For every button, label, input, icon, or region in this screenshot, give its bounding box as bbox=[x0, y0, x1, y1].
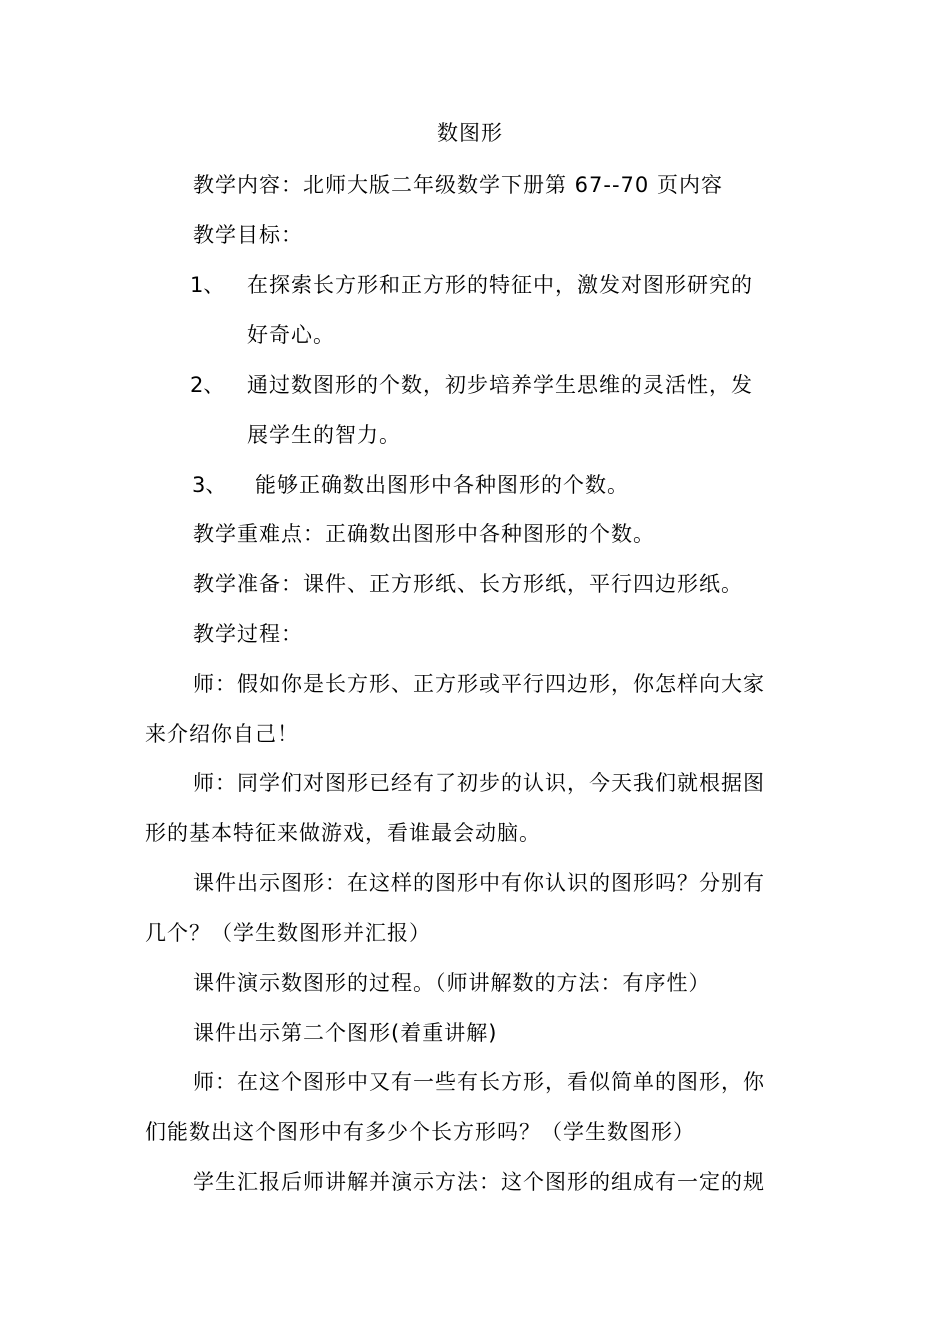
goal-2-line2: 展学生的智力。 bbox=[247, 423, 401, 447]
paragraph-3-line1: 课件出示图形：在这样的图形中有你认识的图形吗？分别有 bbox=[193, 871, 765, 895]
goal-3-line1: 能够正确数出图形中各种图形的个数。 bbox=[255, 473, 629, 497]
goal-2-line1: 通过数图形的个数，初步培养学生思维的灵活性，发 bbox=[247, 373, 753, 397]
teaching-content: 教学内容：北师大版二年级数学下册第 67--70 页内容 bbox=[193, 173, 723, 197]
paragraph-6-line1: 师：在这个图形中又有一些有长方形，看似简单的图形，你 bbox=[193, 1070, 765, 1094]
process-heading: 教学过程： bbox=[193, 622, 303, 646]
paragraph-1-line2: 来介绍你自己！ bbox=[145, 722, 299, 746]
paragraph-4-line1: 课件演示数图形的过程。（师讲解数的方法：有序性） bbox=[193, 971, 711, 995]
goal-1-line1: 在探索长方形和正方形的特征中，激发对图形研究的 bbox=[247, 273, 753, 297]
paragraph-6-line2: 们能数出这个图形中有多少个长方形吗？（学生数图形） bbox=[145, 1120, 695, 1144]
key-points: 教学重难点：正确数出图形中各种图形的个数。 bbox=[193, 522, 655, 546]
document-title: 数图形 bbox=[437, 121, 503, 145]
goal-1-line2: 好奇心。 bbox=[247, 323, 335, 347]
paragraph-2-line2: 形的基本特征来做游戏，看谁最会动脑。 bbox=[145, 821, 541, 845]
goals-heading: 教学目标： bbox=[193, 223, 303, 247]
preparation: 教学准备：课件、正方形纸、长方形纸，平行四边形纸。 bbox=[193, 572, 743, 596]
paragraph-3-line2: 几个？（学生数图形并汇报） bbox=[145, 921, 431, 945]
goal-2-number: 2、 bbox=[190, 373, 225, 397]
paragraph-2-line1: 师：同学们对图形已经有了初步的认识，今天我们就根据图 bbox=[193, 771, 765, 795]
paragraph-5-line1: 课件出示第二个图形(着重讲解) bbox=[193, 1021, 498, 1045]
paragraph-7-line1: 学生汇报后师讲解并演示方法：这个图形的组成有一定的规 bbox=[193, 1170, 765, 1194]
paragraph-1-line1: 师：假如你是长方形、正方形或平行四边形，你怎样向大家 bbox=[193, 672, 765, 696]
goal-3-number: 3、 bbox=[192, 473, 227, 497]
goal-1-number: 1、 bbox=[190, 273, 225, 297]
